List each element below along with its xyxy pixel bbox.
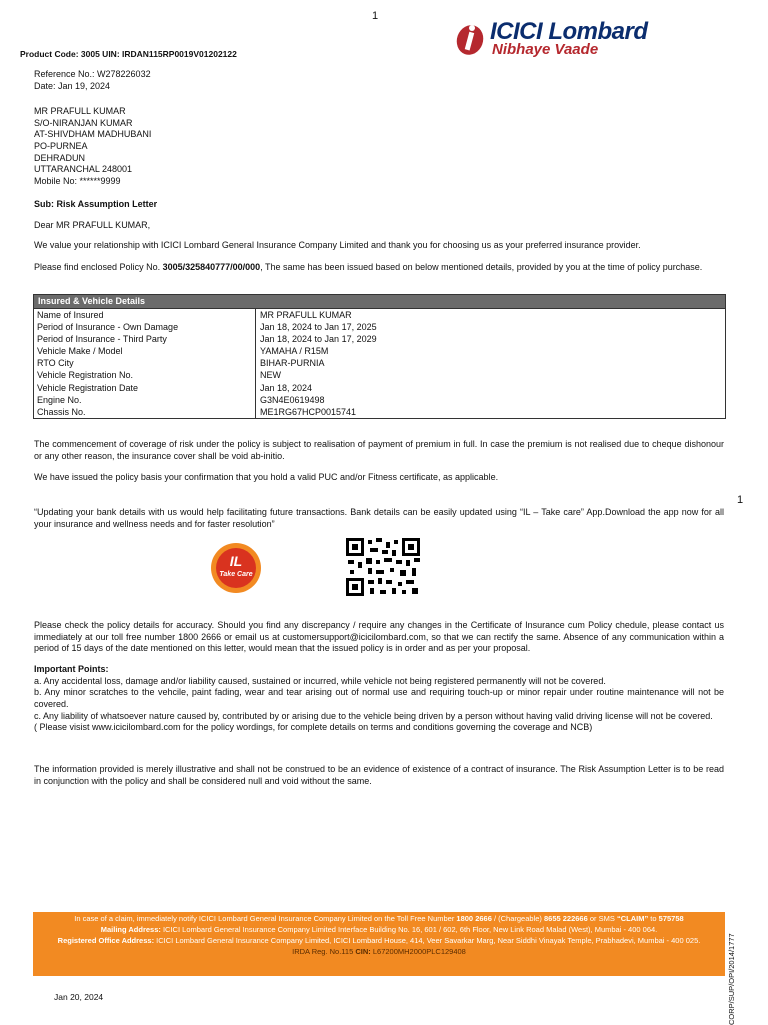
important-point: c. Any liability of whatsoever nature caused by, contributed by or arising due to the vehicle being driven by a person without having valid driving license will not be covered. — [34, 710, 713, 721]
reference-date: Date: Jan 19, 2024 — [34, 80, 111, 91]
address-mobile: Mobile No: ******9999 — [34, 176, 121, 187]
row-value: YAMAHA / R15M — [260, 346, 329, 357]
reference-number: Reference No.: W278226032 — [34, 69, 151, 79]
row-value: Jan 18, 2024 — [260, 382, 313, 393]
row-value: MR PRAFULL KUMAR — [260, 310, 352, 320]
check-details-paragraph: Please check the policy details for accuracy. Should you find any discrepancy / require any changes in the Certificate of Insurance cum Policy chedule, please contact us immediately at our toll free number 1800 2666 or email us at customersupport@icicilombard.com, so that we can rectify the same. Absence of any communication within a period of 15 days of the date mentioned on this letter, would mean that the issued policy is in order and as per your proposal. — [34, 620, 724, 654]
row-label: RTO City — [34, 357, 256, 369]
important-title: Important Points: — [34, 664, 109, 674]
row-label: Name of Insured — [34, 309, 256, 321]
address-line: AT-SHIVDHAM MADHUBANI — [34, 129, 152, 140]
footer-date: Jan 20, 2024 — [54, 992, 104, 1002]
icici-logo-icon — [454, 20, 486, 56]
salutation: Dear MR PRAFULL KUMAR, — [34, 220, 151, 230]
table-row — [34, 357, 725, 369]
puc-paragraph: We have issued the policy basis your confirmation that you hold a valid PUC and/or Fitness certificate, as applicable. — [34, 472, 499, 482]
row-label: Period of Insurance - Own Damage — [34, 321, 256, 333]
row-value: ME1RG67HCP0015741 — [260, 406, 357, 417]
toll-free-number: 1800 2666 — [456, 914, 492, 923]
footer-mailing-line — [33, 925, 725, 936]
important-point: b. Any minor scratches to the vehcile, paint fading, wear and tear arising out of normal use and requiring touch-up or minor repair under routine maintenance will not be covered. — [34, 687, 724, 710]
mailing-address: ICICI Lombard General Insurance Company Limited Interface Building No. 16, 601 / 602, 6th Floor, New Link Road Malad (West), Mumbai - 400 064. — [160, 924, 658, 934]
icici-lombard-logo — [452, 14, 732, 62]
qr-code — [346, 538, 422, 598]
table-row — [34, 345, 725, 357]
policy-number: 3005/325840777/00/000 — [162, 262, 261, 272]
table-row — [34, 369, 725, 381]
policy-paragraph — [34, 262, 724, 274]
page-number-side: 1 — [737, 494, 744, 506]
row-label: Vehicle Registration No. — [34, 369, 256, 381]
row-label: Period of Insurance - Third Party — [34, 333, 256, 345]
important-point: a. Any accidental loss, damage and/or liability caused, sustained or incurred, while vehicle not being registered permanently will not be covered. — [34, 675, 606, 686]
table-row — [34, 309, 725, 321]
il-logo-subtext: Take Care — [219, 571, 253, 578]
row-value: G3N4E0619498 — [260, 394, 325, 405]
intro-paragraph: We value your relationship with ICICI Lombard General Insurance Company Limited and thank you for choosing us as your preferred insurance provider. — [34, 240, 641, 250]
footer-registered-line — [33, 936, 725, 947]
qr-code-icon — [346, 538, 422, 598]
table-row — [34, 333, 725, 345]
il-take-care-logo — [204, 542, 268, 594]
important-point: ( Please visist www.icicilombard.com for the policy wordings, for complete details on terms and conditions governing the coverage and NCB) — [34, 722, 593, 733]
table-row — [34, 406, 725, 418]
cin-number: L67200MH2000PLC129408 — [370, 946, 466, 956]
row-value: Jan 18, 2024 to Jan 17, 2029 — [260, 334, 377, 345]
row-value: Jan 18, 2024 to Jan 17, 2025 — [260, 322, 377, 333]
disclaimer-paragraph: The information provided is merely illustrative and shall not be construed to be an evidence of existence of a contract of insurance. The Risk Assumption Letter is to be read in conjunction with the policy and shall be considered null and void without the same. — [34, 764, 724, 786]
policy-prefix: Please find enclosed Policy No. — [34, 262, 163, 272]
sms-number: 575758 — [658, 914, 684, 923]
row-label: Engine No. — [34, 394, 256, 406]
address-line: S/O-NIRANJAN KUMAR — [34, 117, 133, 128]
row-label: Chassis No. — [34, 406, 256, 418]
footer-claim-line — [33, 914, 725, 925]
address-line: UTTARANCHAL 248001 — [34, 164, 133, 175]
address-line: PO-PURNEA — [34, 141, 88, 152]
page-number: 1 — [372, 10, 379, 22]
address-line: MR PRAFULL KUMAR — [34, 106, 126, 116]
cin-label: CIN: — [355, 946, 371, 956]
registered-address: ICICI Lombard General Insurance Company Limited, ICICI Lombard House, 414, Veer Savarkar Marg, Near Siddhi Vinayak Temple, Prabhadevi, Mumbai - 400 025. — [154, 935, 701, 945]
bank-note-paragraph: “Updating your bank details with us would help facilitating future transactions. Bank details can be easily updated using “IL – Take care” App.Download the app now for all your insurance and wellness needs and for faster resolution” — [34, 507, 724, 529]
sms-keyword: “CLAIM” — [616, 914, 649, 923]
row-value: NEW — [260, 370, 281, 381]
address-line: DEHRADUN — [34, 152, 86, 163]
footer-band — [33, 912, 725, 976]
product-code: Product Code: 3005 UIN: IRDAN115RP0019V01202122 — [20, 49, 237, 59]
table-title: Insured & Vehicle Details — [34, 295, 725, 308]
logo-tagline: Nibhaye Vaade — [492, 41, 599, 58]
row-label: Vehicle Make / Model — [34, 345, 256, 357]
reference-block — [34, 69, 151, 92]
side-form-code: CORP/SUP/OPI/2014/1777 — [727, 933, 736, 1025]
table-row — [34, 321, 725, 333]
vehicle-details-table — [33, 294, 726, 419]
table-row — [34, 394, 725, 406]
chargeable-number: 8655 222666 — [543, 914, 588, 923]
irda-number: IRDA Reg. No.115 — [292, 946, 356, 956]
table-row — [34, 382, 725, 394]
claim-text-sms: or SMS — [587, 914, 617, 923]
row-value: BIHAR-PURNIA — [260, 358, 325, 369]
mailing-label: Mailing Address: — [100, 924, 161, 934]
claim-text-to: to — [648, 914, 659, 923]
il-logo-text: IL — [229, 553, 243, 569]
row-label: Vehicle Registration Date — [34, 382, 256, 394]
policy-suffix: , The same has been issued based on below mentioned details, provided by you at the time of policy purchase. — [260, 262, 703, 272]
claim-text: In case of a claim, immediately notify ICICI Lombard General Insurance Company Limited on the Toll Free Number — [74, 914, 457, 923]
address-block — [34, 106, 151, 188]
important-points — [34, 664, 724, 734]
registered-label: Registered Office Address: — [57, 935, 155, 945]
subject-line: Sub: Risk Assumption Letter — [34, 199, 158, 209]
claim-text-mid: / (Chargeable) — [491, 914, 544, 923]
commencement-paragraph: The commencement of coverage of risk under the policy is subject to realisation of payment of premium in full. In case the premium is not realised due to cheque dishonour or any other reason, the insurance cover shall be void ab-initio. — [34, 439, 724, 461]
footer-irda-line — [33, 947, 725, 958]
logo-brand-text: ICICI Lombard — [490, 18, 648, 45]
